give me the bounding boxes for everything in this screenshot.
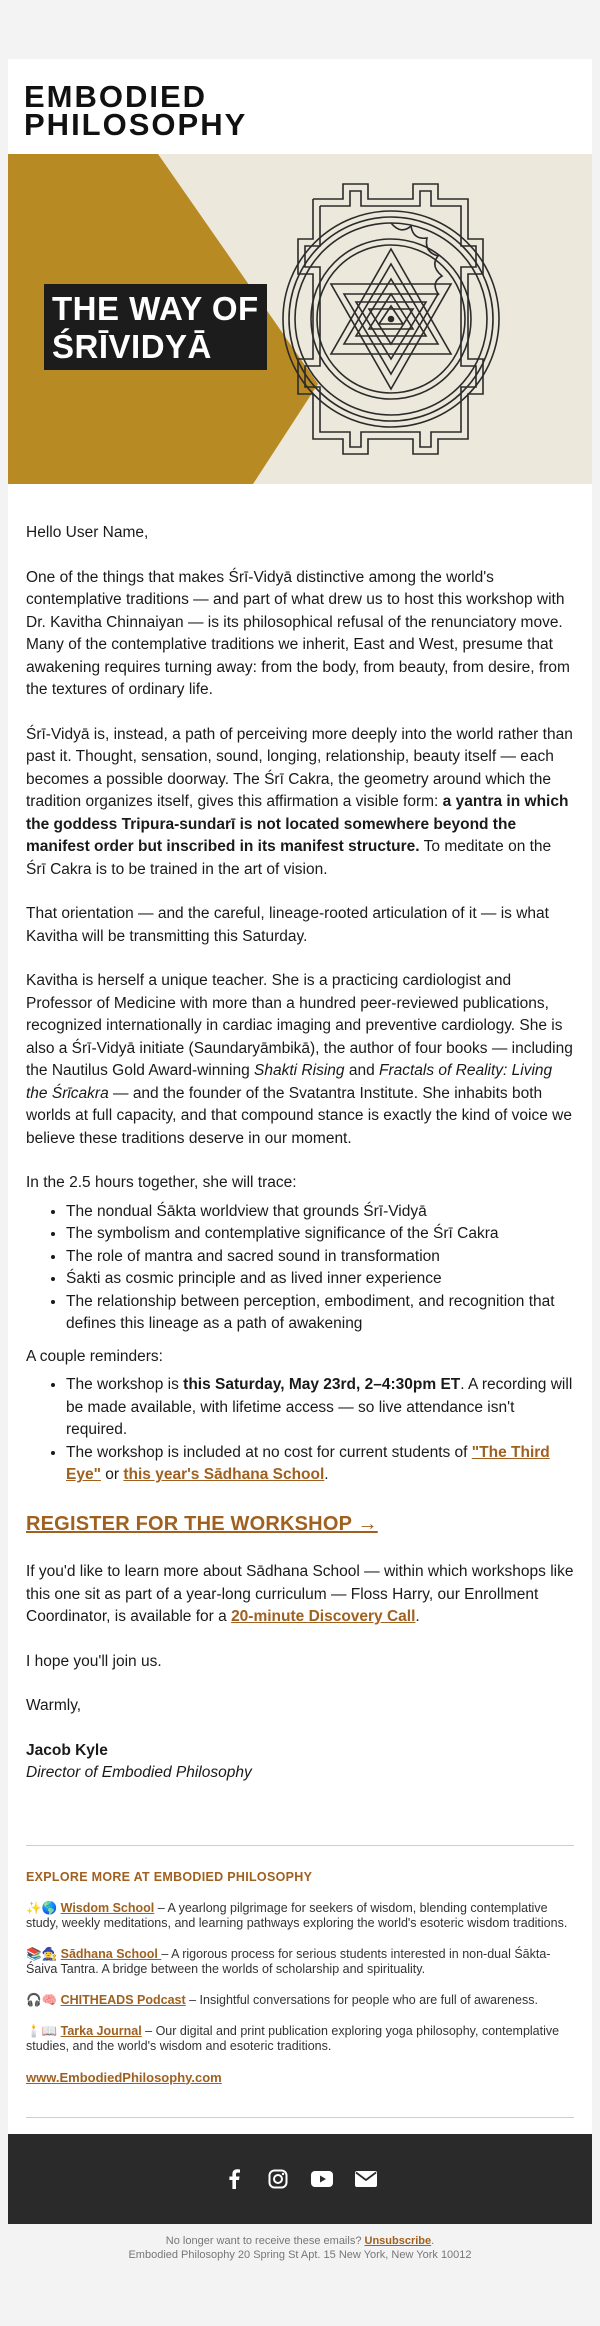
reminders-intro: A couple reminders: [26, 1347, 163, 1365]
spacer [8, 1805, 592, 1845]
header-logo[interactable] [8, 59, 592, 154]
paragraph-5-end: . [415, 1608, 420, 1625]
explore-item-text: – Insightful conversations for people who are full of awareness. [185, 1992, 538, 2007]
explore-item-sadhana-school [26, 1947, 574, 1977]
books-mage-icon: 📚🧙‍♀️ [26, 1946, 58, 1961]
website-link[interactable]: www.EmbodiedPhilosophy.com [26, 2069, 222, 2085]
mailing-address: Embodied Philosophy 20 Spring St Apt. 15 New York, New York 10012 [128, 2248, 472, 2261]
paragraph-5-text: If you'd like to learn more about Sādhana School — within which workshops like this one sit as part of a year-long curriculum — Floss Harry, our Enrollment Coordinator, is available for a [26, 1563, 574, 1625]
reminder-date-text: The workshop is [66, 1376, 184, 1393]
explore-section [8, 1846, 592, 2117]
divider-bottom [26, 2117, 574, 2118]
reminder-cost-or: or [100, 1466, 124, 1483]
paragraph-5 [26, 1561, 574, 1629]
wisdom-school-link[interactable]: Wisdom School [60, 1900, 155, 1915]
list-item: • The nondual Śākta worldview that grounds Śrī-Vidyā [66, 1201, 574, 1224]
paragraph-3: That orientation — and the careful, lineage-rooted articulation of it — is what Kavitha will be transmitting this Saturday. [26, 905, 549, 945]
preheader-bar [0, 8, 600, 59]
signature-title: Director of Embodied Philosophy [26, 1764, 252, 1781]
explore-heading: EXPLORE MORE AT EMBODIED PHILOSOPHY [26, 1869, 313, 1884]
list-item: • The symbolism and contemplative significance of the Śrī Cakra [66, 1223, 574, 1246]
closing: Warmly, [26, 1697, 82, 1714]
greeting: Hello User Name, [26, 524, 149, 541]
list-item: • The relationship between perception, embodiment, and recognition that defines this lineage as a path of awakening [66, 1291, 574, 1336]
facebook-icon[interactable] [223, 2168, 245, 2190]
instagram-icon[interactable] [267, 2168, 289, 2190]
candle-book-icon: 🕯️📖 [26, 2023, 58, 2038]
reminder-date [66, 1374, 574, 1442]
paragraph-4-and: and [344, 1062, 379, 1079]
hero-title-line-1: THE WAY OF [52, 290, 259, 327]
mail-icon[interactable] [355, 2168, 377, 2190]
social-bar [8, 2134, 592, 2224]
discovery-call-link[interactable]: 20-minute Discovery Call [231, 1608, 416, 1625]
logo-line-2: PHILOSOPHY [24, 107, 248, 142]
logo-line-1: EMBODIED [24, 79, 208, 114]
book-title-1: Shakti Rising [254, 1062, 345, 1079]
paragraph-4 [26, 970, 574, 1150]
signature-name: Jacob Kyle [26, 1741, 108, 1759]
third-eye-link[interactable]: "The Third Eye" [66, 1443, 550, 1483]
headphones-brain-icon: 🎧🧠 [26, 1992, 58, 2007]
list-item: • The role of mantra and sacred sound in transformation [66, 1246, 574, 1269]
tarka-journal-link[interactable]: Tarka Journal [60, 2023, 142, 2038]
top-padding [0, 0, 600, 8]
sparkles-globe-icon: ✨🌎 [26, 1900, 58, 1915]
youtube-icon[interactable] [311, 2168, 333, 2190]
unsubscribe-line [0, 2234, 600, 2248]
paragraph-2-bold: a yantra in which the goddess Tripura-sundarī is not located somewhere beyond the manifest order but inscribed in its manifest structure. [26, 793, 569, 855]
list-item: • Śakti as cosmic principle and as lived inner experience [66, 1268, 574, 1291]
trace-list [66, 1201, 574, 1336]
reminder-cost-text: The workshop is included at no cost for current students of [66, 1443, 472, 1461]
workshop-date: this Saturday, May 23rd, 2–4:30pm ET [183, 1376, 461, 1393]
reminder-date-end: . A recording will be made available, with lifetime access — so live attendance isn't required. [66, 1376, 573, 1438]
chitheads-podcast-link[interactable]: CHITHEADS Podcast [60, 1992, 186, 2007]
explore-item-tarka [26, 2024, 574, 2054]
unsubscribe-end: . [431, 2234, 435, 2247]
book-title-2: Fractals of Reality: Living the Śrīcakra [26, 1062, 553, 1102]
hero-banner[interactable] [8, 154, 592, 484]
register-button[interactable]: REGISTER FOR THE WORKSHOP → [26, 1512, 378, 1535]
trace-intro: In the 2.5 hours together, she will trace: [26, 1174, 297, 1191]
paragraph-2 [26, 724, 574, 882]
hero-title-line-2: ŚRĪVIDYĀ [52, 328, 212, 365]
footer [0, 2224, 600, 2284]
unsubscribe-link[interactable]: Unsubscribe [364, 2234, 432, 2247]
email-body [8, 59, 592, 2224]
hero-title [44, 284, 267, 370]
paragraph-2-end: To meditate on the Śrī Cakra is to be trained in the art of vision. [26, 838, 552, 878]
paragraph-2-text: Śrī-Vidyā is, instead, a path of perceiving more deeply into the world rather than past it. Thought, sensation, sound, longing, relationship, beauty itself — each becomes a possible doorway. The Śrī Cakra, the geometry around which the tradition organizes itself, gives this affirmation a visible form: [26, 725, 573, 810]
paragraph-6: I hope you'll join us. [26, 1652, 162, 1670]
explore-item-chitheads [26, 1993, 574, 2008]
sadhana-school-link[interactable]: this year's Sādhana School [123, 1466, 325, 1483]
paragraph-4-text: Kavitha is herself a unique teacher. She is a practicing cardiologist and Professor of Medicine with more than a hundred peer-reviewed publications, recognized internationally in cardiac imaging and preventive cardiology. She is also a Śrī-Vidyā initiate (Saundaryāmbikā), the author of four books — including the Nautilus Gold Award-winning [26, 972, 573, 1079]
reminder-cost-end: . [324, 1466, 329, 1483]
explore-item-text: – A rigorous process for serious students interested in non-dual Śākta-Śaiva Tantra. A bridge between the worlds of scholarship and spirituality. [26, 1946, 551, 1976]
reminders-list [66, 1374, 574, 1487]
paragraph-4-end: — and the founder of the Svatantra Institute. She inhabits both worlds at full capacity, and that compound stance is exactly the kind of voice we believe these traditions deserve in our moment. [26, 1084, 572, 1147]
explore-item-text: – A yearlong pilgrimage for seekers of wisdom, blending contemplative study, weekly meditations, and learning pathways exploring the world's esoteric wisdom traditions. [26, 1900, 568, 1930]
letter-content [8, 484, 592, 1805]
explore-item-text: – Our digital and print publication exploring yoga philosophy, contemplative studies, and the world's wisdom and esoteric traditions. [26, 2023, 560, 2053]
explore-item-wisdom-school [26, 1901, 574, 1931]
reminder-cost [66, 1442, 574, 1487]
unsubscribe-text: No longer want to receive these emails? [165, 2234, 365, 2247]
sadhana-school-footer-link[interactable]: Sādhana School [60, 1946, 162, 1961]
paragraph-1: One of the things that makes Śrī-Vidyā distinctive among the world's contemplative traditions — and part of what drew us to host this workshop with Dr. Kavitha Chinnaiyan — is its philosophical refusal of the renunciatory move. Many of the contemplative traditions we inherit, East and West, presume that awakening requires turning away: from the body, from beauty, from desire, from the textures of ordinary life. [26, 568, 570, 698]
